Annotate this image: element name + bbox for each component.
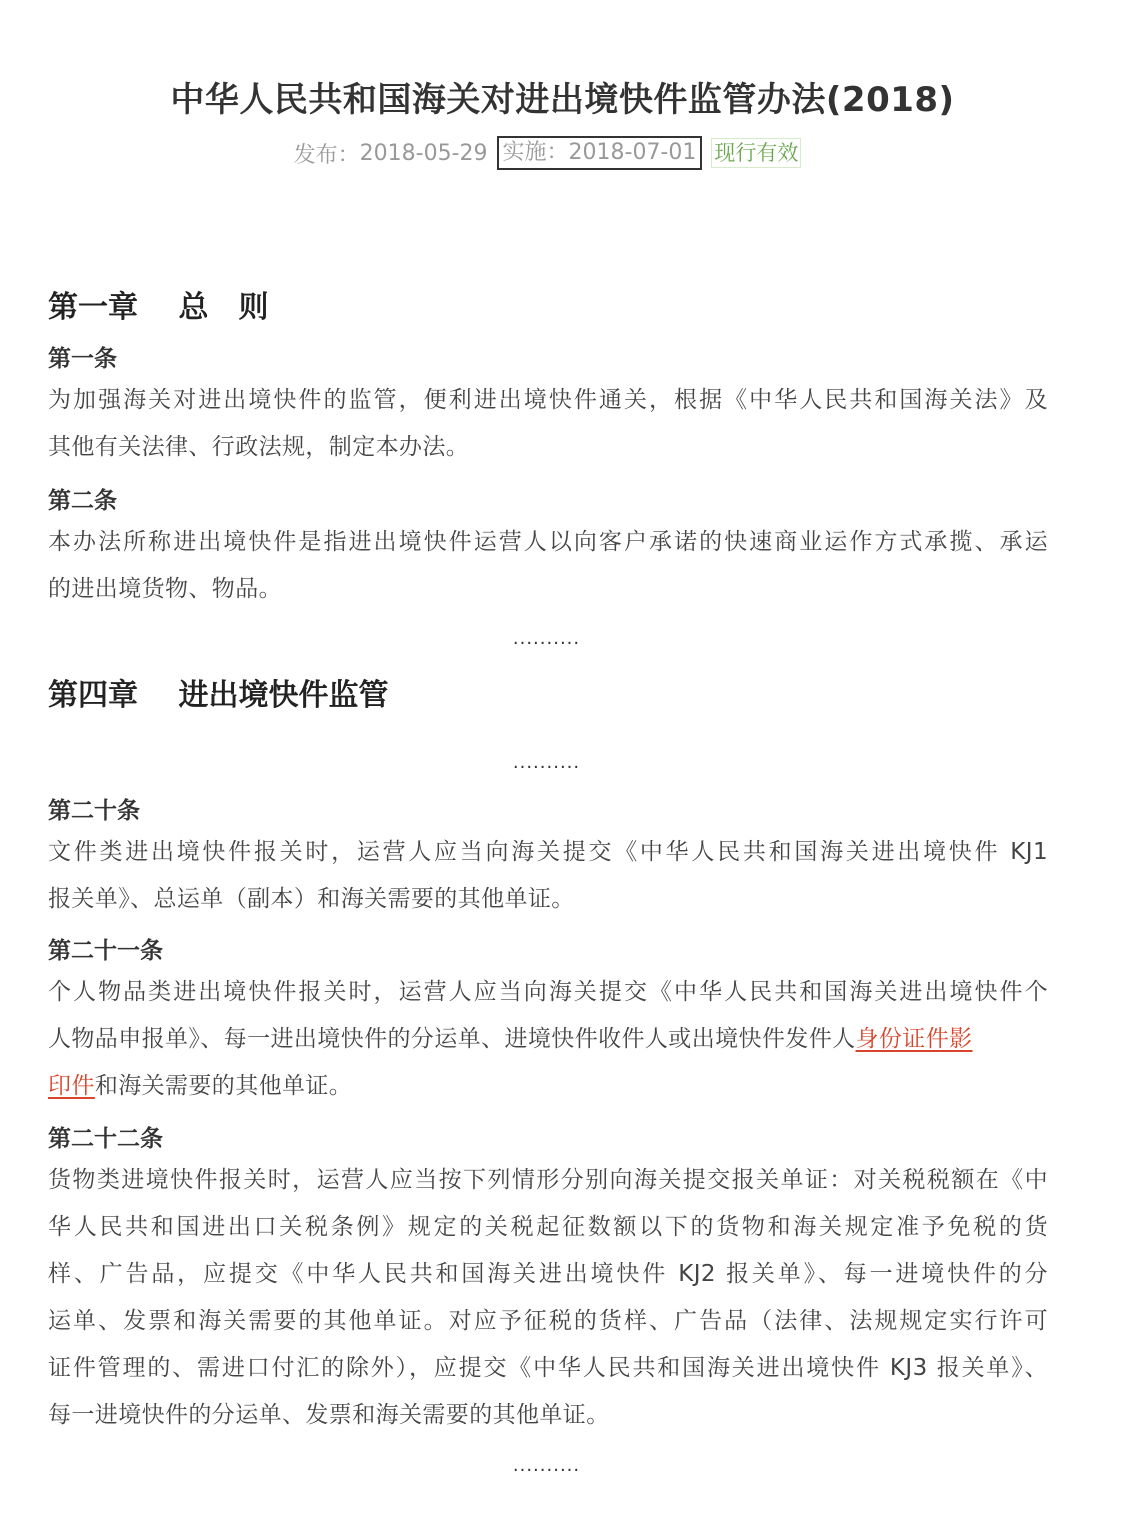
text-line: 其他有关法律、行政法规，制定本办法。 [48, 434, 470, 460]
article-label: 第二十二条 [48, 1126, 163, 1152]
omission-ellipsis: .......... [512, 628, 581, 649]
text-line: 本办法所称进出境快件是指进出境快件运营人以向客户承诺的快速商业运作方式承揽、承运 [48, 529, 1048, 555]
omission-ellipsis: .......... [512, 752, 581, 773]
article-text [48, 829, 1048, 923]
text-line: 货物类进境快件报关时，运营人应当按下列情形分别向海关提交报关单证：对关税税额在《中 [48, 1167, 1048, 1193]
article-label: 第二十条 [48, 798, 140, 824]
text-line: 的进出境货物、物品。 [48, 576, 282, 602]
id-document-copy-link[interactable]: 印件 [48, 1073, 95, 1099]
article-label: 第一条 [48, 346, 117, 372]
text-line: 每一进境快件的分运单、发票和海关需要的其他单证。 [48, 1402, 610, 1428]
text-line: 个人物品类进出境快件报关时，运营人应当向海关提交《中华人民共和国海关进出境快件个 [48, 979, 1048, 1005]
id-document-copy-link[interactable]: 身份证件影 [855, 1026, 973, 1052]
document-title: 中华人民共和国海关对进出境快件监管办法(2018) [170, 80, 955, 120]
published-label: 发布： [293, 142, 360, 168]
text-line: 样、广告品，应提交《中华人民共和国海关进出境快件 KJ2 报关单》、每一进境快件的分 [48, 1261, 1048, 1287]
effective-date: 2018-07-01 [568, 140, 697, 165]
published-date: 2018-05-29 [359, 140, 488, 166]
chapter-heading: 第一章 总 则 [48, 290, 269, 325]
text-line: 运单、发票和海关需要的其他单证。对应予征税的货样、广告品（法律、法规规定实行许可 [48, 1308, 1048, 1334]
article-label: 第二十一条 [48, 938, 163, 964]
text-segment: 和海关需要的其他单证。 [94, 1073, 353, 1099]
article-label: 第二条 [48, 488, 117, 514]
article-text [48, 969, 1048, 1110]
article-text [48, 1157, 1048, 1439]
omission-ellipsis: .......... [512, 1455, 581, 1476]
text-line: 为加强海关对进出境快件的监管，便利进出境快件通关，根据《中华人民共和国海关法》及 [48, 387, 1048, 413]
effective-label: 实施： [502, 140, 569, 165]
text-line: 证件管理的、需进口付汇的除外），应提交《中华人民共和国海关进出境快件 KJ3 报关单》、 [48, 1355, 1048, 1381]
document-meta [0, 136, 1095, 170]
article-text [48, 519, 1048, 613]
status-badge: 现行有效 [711, 138, 801, 168]
text-line-with-link [48, 1016, 1048, 1063]
text-segment: 人物品申报单》、每一进出境快件的分运单、进境快件收件人或出境快件发件人 [48, 1026, 856, 1052]
chapter-heading: 第四章 进出境快件监管 [48, 678, 389, 713]
effective-date-box [497, 136, 703, 170]
text-line: 文件类进出境快件报关时，运营人应当向海关提交《中华人民共和国海关进出境快件 KJ1 [48, 839, 1048, 865]
article-text [48, 377, 1048, 471]
text-line: 报关单》、总运单（副本）和海关需要的其他单证。 [48, 886, 575, 912]
text-line-with-link [48, 1063, 1048, 1110]
text-line: 华人民共和国进出口关税条例》规定的关税起征数额以下的货物和海关规定准予免税的货 [48, 1214, 1048, 1240]
published-info [294, 138, 488, 169]
